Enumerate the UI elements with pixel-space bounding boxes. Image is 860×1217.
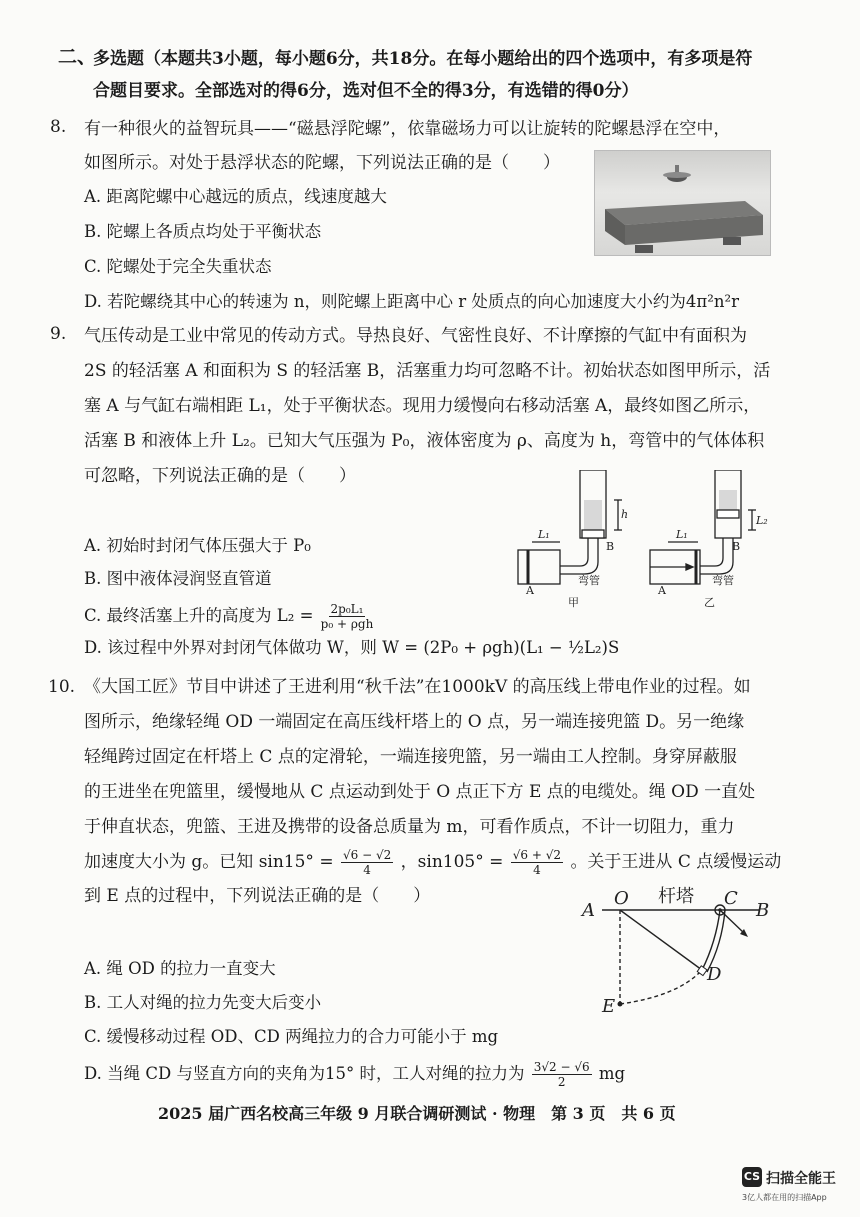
fraction: $\frac{3√2 - √6}{2}$ bbox=[533, 1060, 590, 1089]
fraction: $\frac{\text{2p₀L₁}}{\text{p₀ + ρgh}}$ bbox=[320, 602, 374, 631]
svg-text:B: B bbox=[606, 540, 615, 553]
q10-option-a: A. 绳 OD 的拉力一直变大 bbox=[84, 959, 276, 978]
q8-number: 8. bbox=[50, 117, 67, 137]
q9-option-d: D. 该过程中外界对封闭气体做功 W，则 W = (2P₀ + ρgh)(L₁ − ½L₂)S bbox=[84, 638, 620, 657]
section-rule: 合题目要求。全部选对的得6分，选对但不全的得3分，有选错的得0分） bbox=[93, 81, 639, 101]
q8-option-c: C. 陀螺处于完全失重状态 bbox=[84, 257, 272, 276]
q8-stem: 如图所示。对处于悬浮状态的陀螺，下列说法正确的是（ ） bbox=[84, 153, 560, 173]
q10-stem: 到 E 点的过程中，下列说法正确的是（ ） bbox=[84, 886, 431, 906]
q8-option-b: B. 陀螺上各质点均处于平衡状态 bbox=[84, 222, 322, 241]
svg-text:A: A bbox=[526, 584, 534, 597]
svg-text:O: O bbox=[614, 888, 629, 909]
fraction: $\frac{√6 + √2}{4}$ bbox=[512, 848, 562, 877]
q10-stem: 于伸直状态，兜篮、王进及携带的设备总质量为 m，可看作质点，不计一切阻力，重力 bbox=[84, 817, 735, 837]
svg-text:D: D bbox=[707, 964, 722, 985]
svg-text:乙: 乙 bbox=[704, 596, 715, 609]
q8-stem: 有一种很火的益智玩具——“磁悬浮陀螺”，依靠磁场力可以让旋转的陀螺悬浮在空中， bbox=[84, 119, 731, 139]
q10-option-b: B. 工人对绳的拉力先变大后变小 bbox=[84, 993, 322, 1012]
svg-text:弯管: 弯管 bbox=[712, 574, 734, 587]
tower-diagram bbox=[580, 880, 780, 1020]
q10-stem: 《大国工匠》节目中讲述了王进利用“秋千法”在1000kV 的高压线上带电作业的过程。如 bbox=[84, 677, 751, 697]
q9-stem: 可忽略，下列说法正确的是（ ） bbox=[84, 466, 356, 486]
q9-stem: 活塞 B 和液体上升 L₂。已知大气压强为 P₀，液体密度为 ρ、高度为 h，弯管中的气体体积 bbox=[84, 431, 765, 451]
camscanner-name: 扫描全能王 bbox=[766, 1171, 836, 1187]
section-number: 二、 bbox=[58, 46, 97, 68]
camscanner-logo: CS bbox=[742, 1167, 762, 1187]
svg-text:B: B bbox=[732, 540, 741, 553]
q9-stem: 塞 A 与气缸右端相距 L₁，处于平衡状态。现用力缓慢向右移动活塞 A，最终如图乙所示， bbox=[84, 396, 761, 416]
maglev-top-photo bbox=[594, 150, 771, 256]
q9-option-a: A. 初始时封闭气体压强大于 P₀ bbox=[84, 536, 311, 555]
q9-stem: 气压传动是工业中常见的传动方式。导热良好、气密性良好、不计摩擦的气缸中有面积为 bbox=[84, 326, 747, 346]
camscanner-tagline: 3亿人都在用的扫描App bbox=[742, 1193, 827, 1202]
svg-text:B: B bbox=[756, 900, 770, 921]
q9-number: 9. bbox=[50, 324, 67, 344]
q10-stem: 的王进坐在兜篮里，缓慢地从 C 点运动到处于 O 点正下方 E 点的电缆处。绳 OD 一直处 bbox=[84, 782, 756, 802]
svg-text:h: h bbox=[621, 508, 629, 521]
q10-stem: 加速度大小为 g。已知 sin15° = $\frac{√6 - √2}{4}$ ，sin105° = $\frac{√6 + √2}{4}$ 。关于王进从 C 点缓慢运动 bbox=[84, 848, 782, 877]
svg-text:E: E bbox=[602, 996, 616, 1017]
q10-stem: 轻绳跨过固定在杆塔上 C 点的定滑轮，一端连接兜篮，另一端由工人控制。身穿屏蔽服 bbox=[84, 747, 737, 767]
page-footer: 2025 届广西名校高三年级 9 月联合调研测试 · 物理 第 3 页 共 6 页 bbox=[158, 1104, 676, 1123]
svg-text:杆塔: 杆塔 bbox=[658, 886, 694, 907]
q8-option-a: A. 距离陀螺中心越远的质点，线速度越大 bbox=[84, 187, 387, 206]
piston-diagram bbox=[510, 470, 800, 610]
q10-option-c: C. 缓慢移动过程 OD、CD 两绳拉力的合力可能小于 mg bbox=[84, 1027, 499, 1046]
q10-stem: 图所示，绝缘轻绳 OD 一端固定在高压线杆塔上的 O 点，另一端连接兜篮 D。另一绝缘 bbox=[84, 712, 745, 732]
q10-option-d: D. 当绳 CD 与竖直方向的夹角为15° 时，工人对绳的拉力为 $\frac{3√2 - √6}{2}$ mg bbox=[84, 1060, 626, 1089]
q10-number: 10. bbox=[48, 677, 76, 697]
svg-text:甲: 甲 bbox=[568, 596, 579, 609]
svg-text:L₁: L₁ bbox=[676, 528, 688, 541]
q9-option-b: B. 图中液体浸润竖直管道 bbox=[84, 569, 272, 588]
svg-text:A: A bbox=[658, 584, 666, 597]
section-title: 多选题（本题共3小题，每小题6分，共18分。在每小题给出的四个选项中，有多项是符 bbox=[93, 49, 753, 69]
svg-text:弯管: 弯管 bbox=[578, 574, 600, 587]
svg-text:L₂: L₂ bbox=[756, 514, 768, 527]
q8-option-d: D. 若陀螺绕其中心的转速为 n，则陀螺上距离中心 r 处质点的向心加速度大小约为4π²n²r bbox=[84, 292, 739, 311]
svg-text:C: C bbox=[724, 888, 738, 909]
q9-stem: 2S 的轻活塞 A 和面积为 S 的轻活塞 B，活塞重力均可忽略不计。初始状态如图甲所示，活 bbox=[84, 361, 771, 381]
fraction: $\frac{√6 - √2}{4}$ bbox=[343, 848, 392, 877]
q9-option-c: C. 最终活塞上升的高度为 L₂ = $\frac{\text{2p₀L₁}}{\text{p₀ + ρgh}}$ bbox=[84, 602, 374, 631]
svg-text:A: A bbox=[582, 900, 595, 921]
svg-text:L₁: L₁ bbox=[538, 528, 550, 541]
